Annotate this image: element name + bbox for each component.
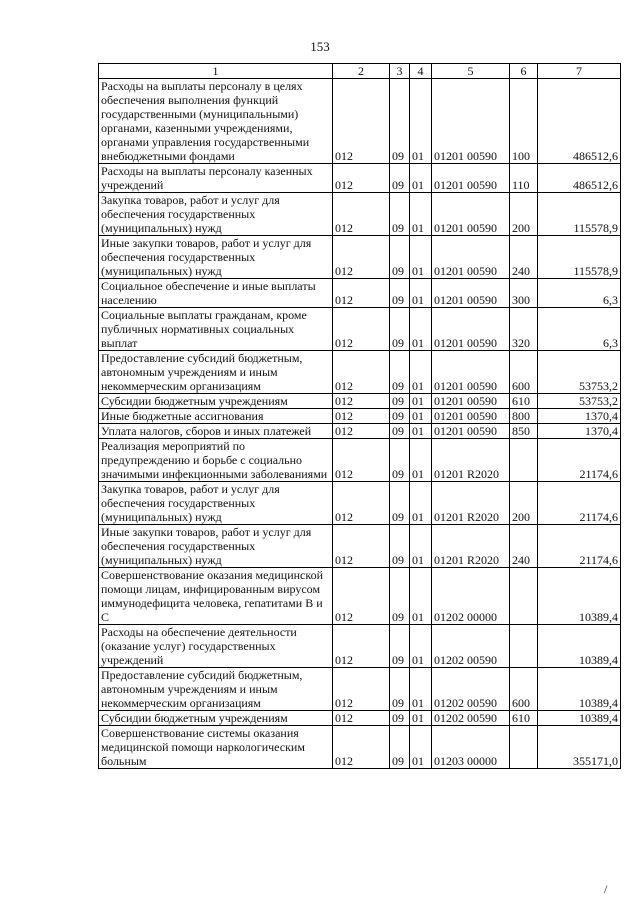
row-col6: 610 (510, 711, 538, 726)
row-name: Расходы на выплаты персоналу в целях обеспечения выполнения функций государственными (муниципальными) органами, казенными учреждениями, органами управления государственными внебюджетными фондами (99, 79, 333, 164)
row-col2: 012 (333, 279, 390, 308)
header-cell: 4 (410, 64, 432, 79)
row-col4: 01 (410, 439, 432, 482)
row-col5: 01202 00590 (432, 711, 510, 726)
table-row (99, 164, 621, 193)
row-name: Социальные выплаты гражданам, кроме публичных нормативных социальных выплат (99, 308, 333, 351)
footer-mark: / (604, 882, 608, 896)
row-col4: 01 (410, 711, 432, 726)
row-name: Предоставление субсидий бюджетным, автономным учреждениям и иным некоммерческим организациям (99, 351, 333, 394)
row-col5: 01201 R2020 (432, 439, 510, 482)
row-name: Реализация мероприятий по предупреждению и борьбе с социально значимыми инфекционными заболеваниями (99, 439, 333, 482)
row-col3: 09 (390, 164, 410, 193)
row-col5: 01201 R2020 (432, 525, 510, 568)
row-col5: 01201 00590 (432, 351, 510, 394)
row-col6: 850 (510, 424, 538, 439)
row-amount: 486512,6 (538, 79, 621, 164)
table-row (99, 394, 621, 409)
row-col2: 012 (333, 164, 390, 193)
row-col6: 320 (510, 308, 538, 351)
row-col6: 240 (510, 236, 538, 279)
row-col4: 01 (410, 164, 432, 193)
row-col4: 01 (410, 668, 432, 711)
row-col4: 01 (410, 625, 432, 668)
table-row (99, 424, 621, 439)
row-col4: 01 (410, 308, 432, 351)
row-col5: 01201 R2020 (432, 482, 510, 525)
budget-table (98, 63, 621, 769)
row-col2: 012 (333, 351, 390, 394)
row-col5: 01202 00590 (432, 625, 510, 668)
row-amount: 10389,4 (538, 711, 621, 726)
row-col3: 09 (390, 236, 410, 279)
row-col5: 01201 00590 (432, 424, 510, 439)
row-col2: 012 (333, 711, 390, 726)
row-col6: 300 (510, 279, 538, 308)
row-col4: 01 (410, 726, 432, 769)
row-col4: 01 (410, 351, 432, 394)
row-name: Закупка товаров, работ и услуг для обеспечения государственных (муниципальных) нужд (99, 193, 333, 236)
row-name: Совершенствование системы оказания медицинской помощи наркологическим больным (99, 726, 333, 769)
row-col5: 01201 00590 (432, 394, 510, 409)
row-name: Субсидии бюджетным учреждениям (99, 711, 333, 726)
table-row (99, 525, 621, 568)
table-row (99, 351, 621, 394)
row-col4: 01 (410, 568, 432, 625)
row-amount: 10389,4 (538, 625, 621, 668)
row-col6: 600 (510, 668, 538, 711)
row-amount: 10389,4 (538, 568, 621, 625)
row-col5: 01201 00590 (432, 164, 510, 193)
row-col6: 100 (510, 79, 538, 164)
table-row (99, 308, 621, 351)
table-row (99, 279, 621, 308)
row-col2: 012 (333, 394, 390, 409)
header-cell: 2 (333, 64, 390, 79)
row-col5: 01201 00590 (432, 236, 510, 279)
row-name: Уплата налогов, сборов и иных платежей (99, 424, 333, 439)
row-col2: 012 (333, 668, 390, 711)
row-amount: 21174,6 (538, 482, 621, 525)
row-col3: 09 (390, 193, 410, 236)
row-amount: 10389,4 (538, 668, 621, 711)
row-amount: 1370,4 (538, 409, 621, 424)
row-col6: 600 (510, 351, 538, 394)
row-name: Иные закупки товаров, работ и услуг для обеспечения государственных (муниципальных) нужд (99, 525, 333, 568)
row-col6 (510, 568, 538, 625)
row-col3: 09 (390, 279, 410, 308)
row-col3: 09 (390, 711, 410, 726)
row-col2: 012 (333, 236, 390, 279)
table-row (99, 711, 621, 726)
row-name: Предоставление субсидий бюджетным, автономным учреждениям и иным некоммерческим организациям (99, 668, 333, 711)
row-col5: 01201 00590 (432, 308, 510, 351)
row-col2: 012 (333, 568, 390, 625)
row-col3: 09 (390, 409, 410, 424)
row-col4: 01 (410, 525, 432, 568)
table-row (99, 193, 621, 236)
row-col3: 09 (390, 568, 410, 625)
row-col4: 01 (410, 236, 432, 279)
table-row (99, 668, 621, 711)
row-col2: 012 (333, 308, 390, 351)
row-name: Расходы на обеспечение деятельности (оказание услуг) государственных учреждений (99, 625, 333, 668)
table-row (99, 726, 621, 769)
row-col6 (510, 625, 538, 668)
row-col4: 01 (410, 394, 432, 409)
row-amount: 53753,2 (538, 351, 621, 394)
header-cell: 3 (390, 64, 410, 79)
row-col5: 01202 00000 (432, 568, 510, 625)
row-col3: 09 (390, 424, 410, 439)
row-col6 (510, 439, 538, 482)
row-col6: 240 (510, 525, 538, 568)
row-name: Иные бюджетные ассигнования (99, 409, 333, 424)
row-col3: 09 (390, 79, 410, 164)
row-col5: 01201 00590 (432, 409, 510, 424)
row-col4: 01 (410, 79, 432, 164)
row-name: Субсидии бюджетным учреждениям (99, 394, 333, 409)
header-cell: 7 (538, 64, 621, 79)
row-col3: 09 (390, 482, 410, 525)
row-col3: 09 (390, 726, 410, 769)
row-col2: 012 (333, 424, 390, 439)
row-col2: 012 (333, 726, 390, 769)
row-col6: 200 (510, 193, 538, 236)
row-amount: 21174,6 (538, 439, 621, 482)
header-cell: 6 (510, 64, 538, 79)
row-col6: 800 (510, 409, 538, 424)
row-amount: 53753,2 (538, 394, 621, 409)
header-cell: 5 (432, 64, 510, 79)
row-col3: 09 (390, 308, 410, 351)
row-col2: 012 (333, 625, 390, 668)
row-name: Иные закупки товаров, работ и услуг для обеспечения государственных (муниципальных) нужд (99, 236, 333, 279)
row-col2: 012 (333, 439, 390, 482)
row-col2: 012 (333, 409, 390, 424)
row-name: Закупка товаров, работ и услуг для обеспечения государственных (муниципальных) нужд (99, 482, 333, 525)
row-col2: 012 (333, 79, 390, 164)
row-col3: 09 (390, 525, 410, 568)
row-col3: 09 (390, 351, 410, 394)
row-col2: 012 (333, 482, 390, 525)
row-amount: 6,3 (538, 308, 621, 351)
row-col6: 610 (510, 394, 538, 409)
row-col2: 012 (333, 193, 390, 236)
row-col3: 09 (390, 625, 410, 668)
row-col4: 01 (410, 424, 432, 439)
table-row (99, 79, 621, 164)
row-name: Расходы на выплаты персоналу казенных учреждений (99, 164, 333, 193)
row-col4: 01 (410, 482, 432, 525)
row-col6: 200 (510, 482, 538, 525)
row-col5: 01201 00590 (432, 79, 510, 164)
row-name: Совершенствование оказания медицинской помощи лицам, инфицированным вирусом иммунодефицита человека, гепатитами В и С (99, 568, 333, 625)
row-col5: 01202 00590 (432, 668, 510, 711)
page-number: 153 (310, 39, 330, 54)
row-col5: 01201 00590 (432, 193, 510, 236)
table-row (99, 439, 621, 482)
row-col3: 09 (390, 668, 410, 711)
row-col3: 09 (390, 439, 410, 482)
row-amount: 6,3 (538, 279, 621, 308)
table-row (99, 625, 621, 668)
row-amount: 21174,6 (538, 525, 621, 568)
row-col5: 01203 00000 (432, 726, 510, 769)
row-col3: 09 (390, 394, 410, 409)
table-row (99, 568, 621, 625)
table-row (99, 409, 621, 424)
row-amount: 486512,6 (538, 164, 621, 193)
row-amount: 115578,9 (538, 193, 621, 236)
row-amount: 355171,0 (538, 726, 621, 769)
row-amount: 115578,9 (538, 236, 621, 279)
row-col2: 012 (333, 525, 390, 568)
row-amount: 1370,4 (538, 424, 621, 439)
row-col6 (510, 726, 538, 769)
row-col5: 01201 00590 (432, 279, 510, 308)
row-col6: 110 (510, 164, 538, 193)
row-col4: 01 (410, 279, 432, 308)
table-row (99, 236, 621, 279)
row-col4: 01 (410, 193, 432, 236)
row-col4: 01 (410, 409, 432, 424)
row-name: Социальное обеспечение и иные выплаты населению (99, 279, 333, 308)
table-row (99, 482, 621, 525)
header-row (99, 64, 621, 79)
header-cell: 1 (99, 64, 333, 79)
